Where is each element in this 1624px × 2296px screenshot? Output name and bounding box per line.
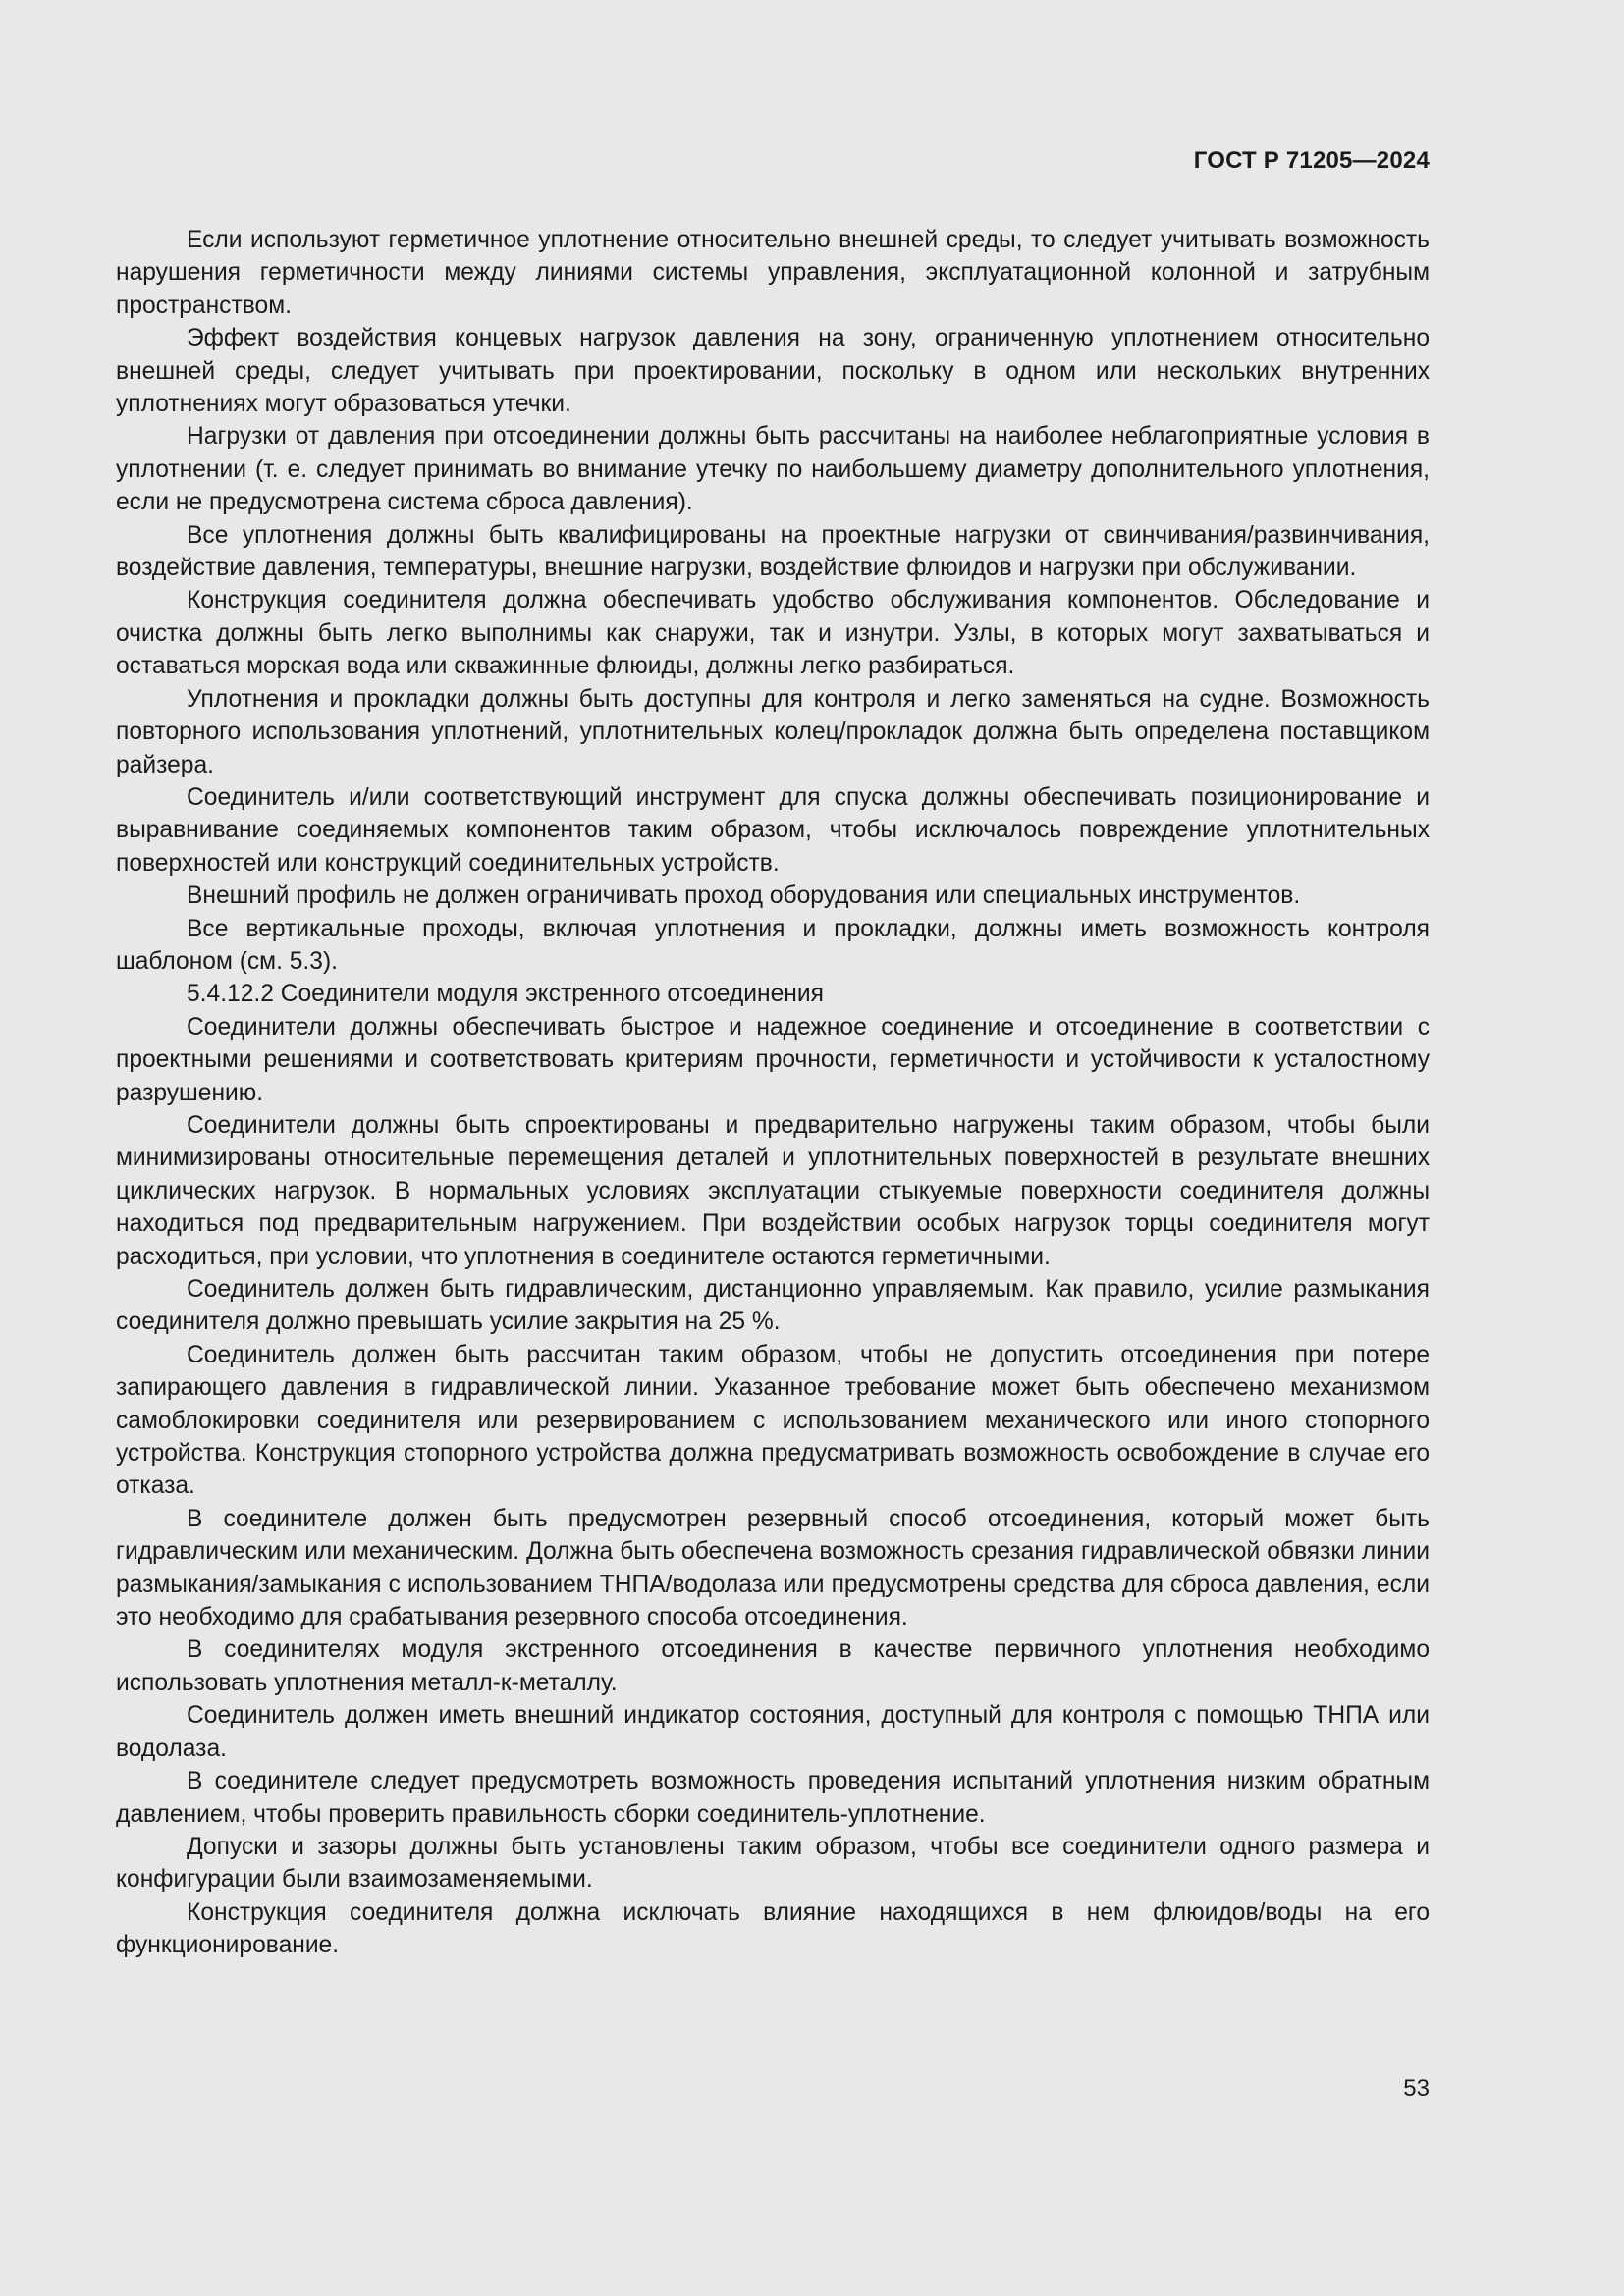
- paragraph: Соединитель должен быть рассчитан таким образом, чтобы не допустить отсоединения при потере запирающего давления в гидравлической линии. Указанное требование может быть обеспечено механизмом самоблокировки соединителя или резервированием с использованием механического или иного стопорного устройства. Конструкция стопорного устройства должна предусматривать возможность освобождение в случае его отказа.: [116, 1341, 1430, 1500]
- paragraph: Конструкция соединителя должна исключать влияние находящихся в нем флюидов/воды на его функционирование.: [116, 1898, 1430, 1959]
- paragraph: В соединителях модуля экстренного отсоединения в качестве первичного уплотнения необходимо использовать уплотнения металл-к-металлу.: [116, 1636, 1430, 1696]
- paragraph: Внешний профиль не должен ограничивать проход оборудования или специальных инструментов.: [187, 882, 1301, 910]
- paragraph: Соединители должны быть спроектированы и предварительно нагружены таким образом, чтобы были минимизированы относительные перемещения деталей и уплотнительных поверхностей в результате внешних циклических нагрузок. В нормальных условиях эксплуатации стыкуемые поверхности соединителя должны находиться под предварительным нагружением. При воздействии особых нагрузок торцы соединителя могут расходиться, при условии, что уплотнения в соединителе остаются герметичными.: [116, 1111, 1430, 1270]
- paragraph: Все вертикальные проходы, включая уплотнения и прокладки, должны иметь возможность контроля шаблоном (см. 5.3).: [116, 915, 1430, 975]
- body-text: [116, 224, 1430, 1962]
- paragraph: Соединитель и/или соответствующий инструмент для спуска должны обеспечивать позиционирование и выравнивание соединяемых компонентов таким образом, чтобы исключалось повреждение уплотнительных поверхностей или конструкций соединительных устройств.: [116, 783, 1430, 877]
- paragraph: Соединитель должен быть гидравлическим, дистанционно управляемым. Как правило, усилие размыкания соединителя должно превышать усилие закрытия на 25 %.: [116, 1276, 1430, 1336]
- paragraph: Соединитель должен иметь внешний индикатор состояния, доступный для контроля с помощью ТНПА или водолаза.: [116, 1702, 1430, 1762]
- paragraph: Если используют герметичное уплотнение относительно внешней среды, то следует учитывать возможность нарушения герметичности между линиями системы управления, эксплуатационной колонной и затрубным пространством.: [116, 227, 1430, 319]
- paragraph: В соединителе должен быть предусмотрен резервный способ отсоединения, который может быть гидравлическим или механическим. Должна быть обеспечена возможность срезания гидравлической обвязки линии размыкания/замыкания с использованием ТНПА/водолаза или предусмотрены средства для сброса давления, если это необходимо для срабатывания резервного способа отсоединения.: [116, 1505, 1430, 1631]
- paragraph: В соединителе следует предусмотреть возможность проведения испытаний уплотнения низким обратным давлением, чтобы проверить правильность сборки соединитель-уплотнение.: [116, 1768, 1430, 1828]
- paragraph: Конструкция соединителя должна обеспечивать удобство обслуживания компонентов. Обследование и очистка должны быть легко выполнимы как снаружи, так и изнутри. Узлы, в которых могут захватываться и оставаться морская вода или скважинные флюиды, должны легко разбираться.: [116, 587, 1430, 680]
- paragraph: Все уплотнения должны быть квалифицированы на проектные нагрузки от свинчивания/развинчивания, воздействие давления, температуры, внешние нагрузки, воздействие флюидов и нагрузки при обслуживании.: [116, 521, 1430, 582]
- section-heading: 5.4.12.2 Соединители модуля экстренного отсоединения: [187, 981, 824, 1008]
- paragraph: Уплотнения и прокладки должны быть доступны для контроля и легко заменяться на судне. Возможность повторного использования уплотнений, уплотнительных колец/прокладок должна быть определена поставщиком райзера.: [116, 685, 1430, 778]
- paragraph: Допуски и зазоры должны быть установлены таким образом, чтобы все соединители одного размера и конфигурации были взаимозаменяемыми.: [116, 1833, 1430, 1894]
- document-code-header: ГОСТ Р 71205—2024: [1193, 147, 1430, 174]
- page-number: 53: [1403, 2075, 1430, 2102]
- paragraph: Эффект воздействия концевых нагрузок давления на зону, ограниченную уплотнением относительно внешней среды, следует учитывать при проектировании, поскольку в одном или нескольких внутренних уплотнениях могут образоваться утечки.: [116, 325, 1430, 418]
- paragraph: Соединители должны обеспечивать быстрое и надежное соединение и отсоединение в соответствии с проектными решениями и соответствовать критериям прочности, герметичности и устойчивости к усталостному разрушению.: [116, 1013, 1430, 1106]
- paragraph: Нагрузки от давления при отсоединении должны быть рассчитаны на наиболее неблагоприятные условия в уплотнении (т. е. следует принимать во внимание утечку по наибольшему диаметру дополнительного уплотнения, если не предусмотрена система сброса давления).: [116, 423, 1430, 516]
